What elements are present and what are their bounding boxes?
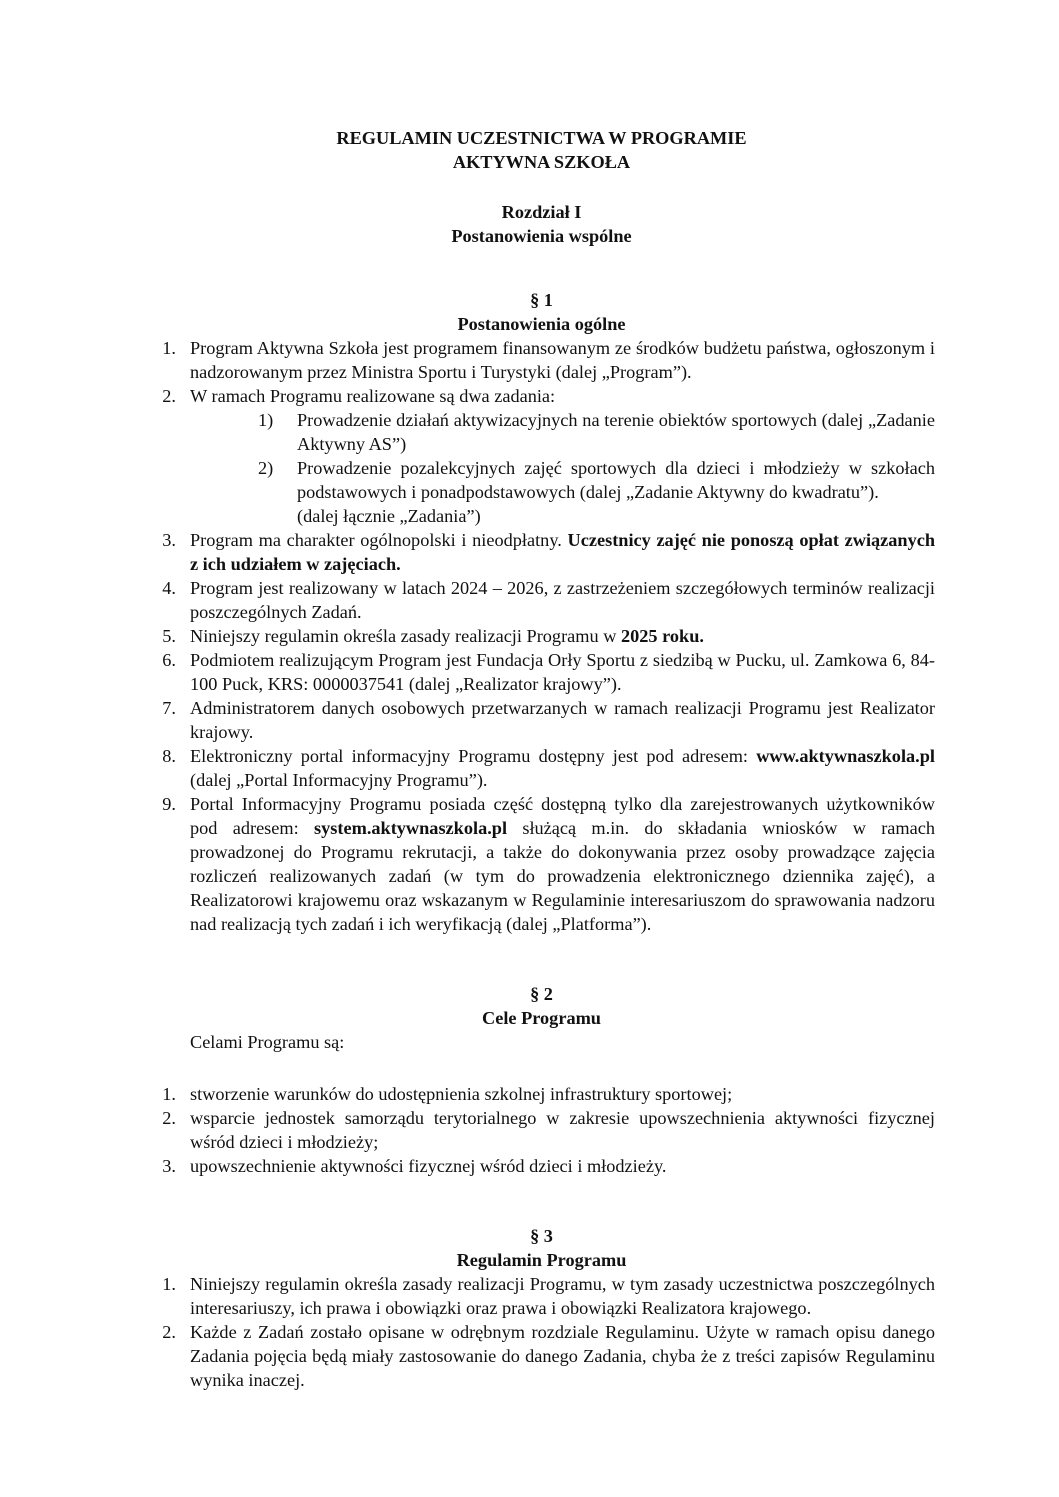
- item-bold-text: Uczestnicy zajęć nie ponoszą opłat związanych z ich udziałem w zajęciach.: [190, 530, 936, 574]
- list-item: [148, 1320, 935, 1392]
- sub-item-text: Prowadzenie działań aktywizacyjnych na terenie obiektów sportowych (dalej „Zadanie Aktywny AS”): [297, 410, 935, 454]
- list-item: [148, 336, 935, 384]
- item-text: Program ma charakter ogólnopolski i nieodpłatny.: [190, 530, 562, 550]
- list-item: [148, 1106, 935, 1154]
- list-item: [148, 696, 935, 744]
- sub-item-note: (dalej łącznie „Zadania”): [297, 506, 481, 526]
- document-title: [148, 126, 935, 174]
- chapter-title: Postanowienia wspólne: [451, 226, 632, 246]
- section-sign: § 1: [530, 290, 553, 310]
- section-heading: Regulamin Programu: [456, 1250, 627, 1270]
- sub-list: [190, 408, 935, 528]
- item-number: 4.: [162, 578, 176, 598]
- system-url: system.aktywnaszkola.pl: [314, 818, 508, 838]
- item-number: 1.: [162, 1084, 176, 1104]
- item-text: Administratorem danych osobowych przetwarzanych w ramach realizacji Programu jest Realizator krajowy.: [190, 698, 935, 742]
- sub-item-number: 2): [258, 458, 274, 478]
- item-text: Portal Informacyjny Programu posiada część dostępną tylko dla zarejestrowanych użytkowników pod adresem:: [190, 794, 935, 838]
- section-3: [148, 1224, 935, 1392]
- list-item: [148, 792, 935, 936]
- section-list: [148, 336, 935, 936]
- sub-list-item: [258, 456, 935, 528]
- item-number: 3.: [162, 1156, 176, 1176]
- item-text: upowszechnienie aktywności fizycznej wśród dzieci i młodzieży.: [190, 1156, 667, 1176]
- section-list: [148, 1082, 935, 1178]
- title-line-2: AKTYWNA SZKOŁA: [452, 152, 631, 172]
- item-text-after: służącą m.in. do składania wniosków w ramach prowadzonej do Programu rekrutacji, a także do dokonywania przez osoby prowadzące zajęcia rozliczeń realizowanych zadań (w tym do prowadzenia elektronicznego dziennika zajęć), a Realizatorowi krajowemu oraz wskazanym w Regulaminie interesariuszom do sprawowania nadzoru nad realizacją tych zadań i ich weryfikacją (dalej „Platforma”).: [190, 818, 936, 934]
- item-number: 2.: [162, 1108, 176, 1128]
- section-heading: Postanowienia ogólne: [457, 314, 626, 334]
- item-text: wsparcie jednostek samorządu terytorialnego w zakresie upowszechnienia aktywności fizycznej wśród dzieci i młodzieży;: [190, 1108, 935, 1152]
- section-heading: Cele Programu: [482, 1008, 601, 1028]
- item-number: 2.: [162, 1322, 176, 1342]
- item-text: Podmiotem realizującym Program jest Fundacja Orły Sportu z siedzibą w Pucku, ul. Zamkowa 6, 84-100 Puck, KRS: 0000037541 (dalej „Realizator krajowy”).: [190, 650, 935, 694]
- list-item: [148, 648, 935, 696]
- item-number: 7.: [162, 698, 176, 718]
- section-1: [148, 288, 935, 936]
- section-sign: § 3: [530, 1226, 553, 1246]
- item-number: 3.: [162, 530, 176, 550]
- chapter-header: [148, 200, 935, 248]
- list-item: [148, 624, 935, 648]
- item-text: Niniejszy regulamin określa zasady realizacji Programu w: [190, 626, 617, 646]
- chapter-name: Rozdział I: [501, 202, 582, 222]
- portal-url: www.aktywnaszkola.pl: [756, 746, 935, 766]
- item-number: 5.: [162, 626, 176, 646]
- item-number: 8.: [162, 746, 176, 766]
- item-number: 9.: [162, 794, 176, 814]
- list-item: [148, 1272, 935, 1320]
- sub-item-text: Prowadzenie pozalekcyjnych zajęć sportowych dla dzieci i młodzieży w szkołach podstawowych i ponadpodstawowych (dalej „Zadanie Aktywny do kwadratu”).: [297, 458, 935, 502]
- item-text: W ramach Programu realizowane są dwa zadania:: [190, 386, 556, 406]
- item-text: Elektroniczny portal informacyjny Programu dostępny jest pod adresem:: [190, 746, 748, 766]
- list-item: [148, 1154, 935, 1178]
- item-text: Program Aktywna Szkoła jest programem finansowanym ze środków budżetu państwa, ogłoszonym i nadzorowanym przez Ministra Sportu i Turystyki (dalej „Program”).: [190, 338, 935, 382]
- section-2: [148, 982, 935, 1178]
- item-text: stworzenie warunków do udostępnienia szkolnej infrastruktury sportowej;: [190, 1084, 733, 1104]
- item-text: Program jest realizowany w latach 2024 – 2026, z zastrzeżeniem szczegółowych terminów realizacji poszczególnych Zadań.: [190, 578, 935, 622]
- list-item: [148, 1082, 935, 1106]
- item-number: 6.: [162, 650, 176, 670]
- item-text: Każde z Zadań zostało opisane w odrębnym rozdziale Regulaminu. Użyte w ramach opisu danego Zadania pojęcia będą miały zastosowanie do danego Zadania, chyba że z treści zapisów Regulaminu wynika inaczej.: [190, 1322, 935, 1390]
- item-text-after: (dalej „Portal Informacyjny Programu”).: [190, 770, 488, 790]
- list-item: [148, 528, 935, 576]
- section-intro: Celami Programu są:: [190, 1032, 345, 1052]
- item-number: 1.: [162, 1274, 176, 1294]
- sub-list-item: [258, 408, 935, 456]
- section-list: [148, 1272, 935, 1392]
- item-text: Niniejszy regulamin określa zasady realizacji Programu, w tym zasady uczestnictwa poszczególnych interesariuszy, ich prawa i obowiązki oraz prawa i obowiązki Realizatora krajowego.: [190, 1274, 935, 1318]
- item-bold-text: 2025 roku.: [620, 626, 704, 646]
- title-line-1: REGULAMIN UCZESTNICTWA W PROGRAMIE: [336, 128, 747, 148]
- sub-item-number: 1): [258, 410, 274, 430]
- item-number: 2.: [162, 386, 176, 406]
- list-item: [148, 384, 935, 528]
- item-number: 1.: [162, 338, 176, 358]
- section-sign: § 2: [530, 984, 553, 1004]
- list-item: [148, 576, 935, 624]
- list-item: [148, 744, 935, 792]
